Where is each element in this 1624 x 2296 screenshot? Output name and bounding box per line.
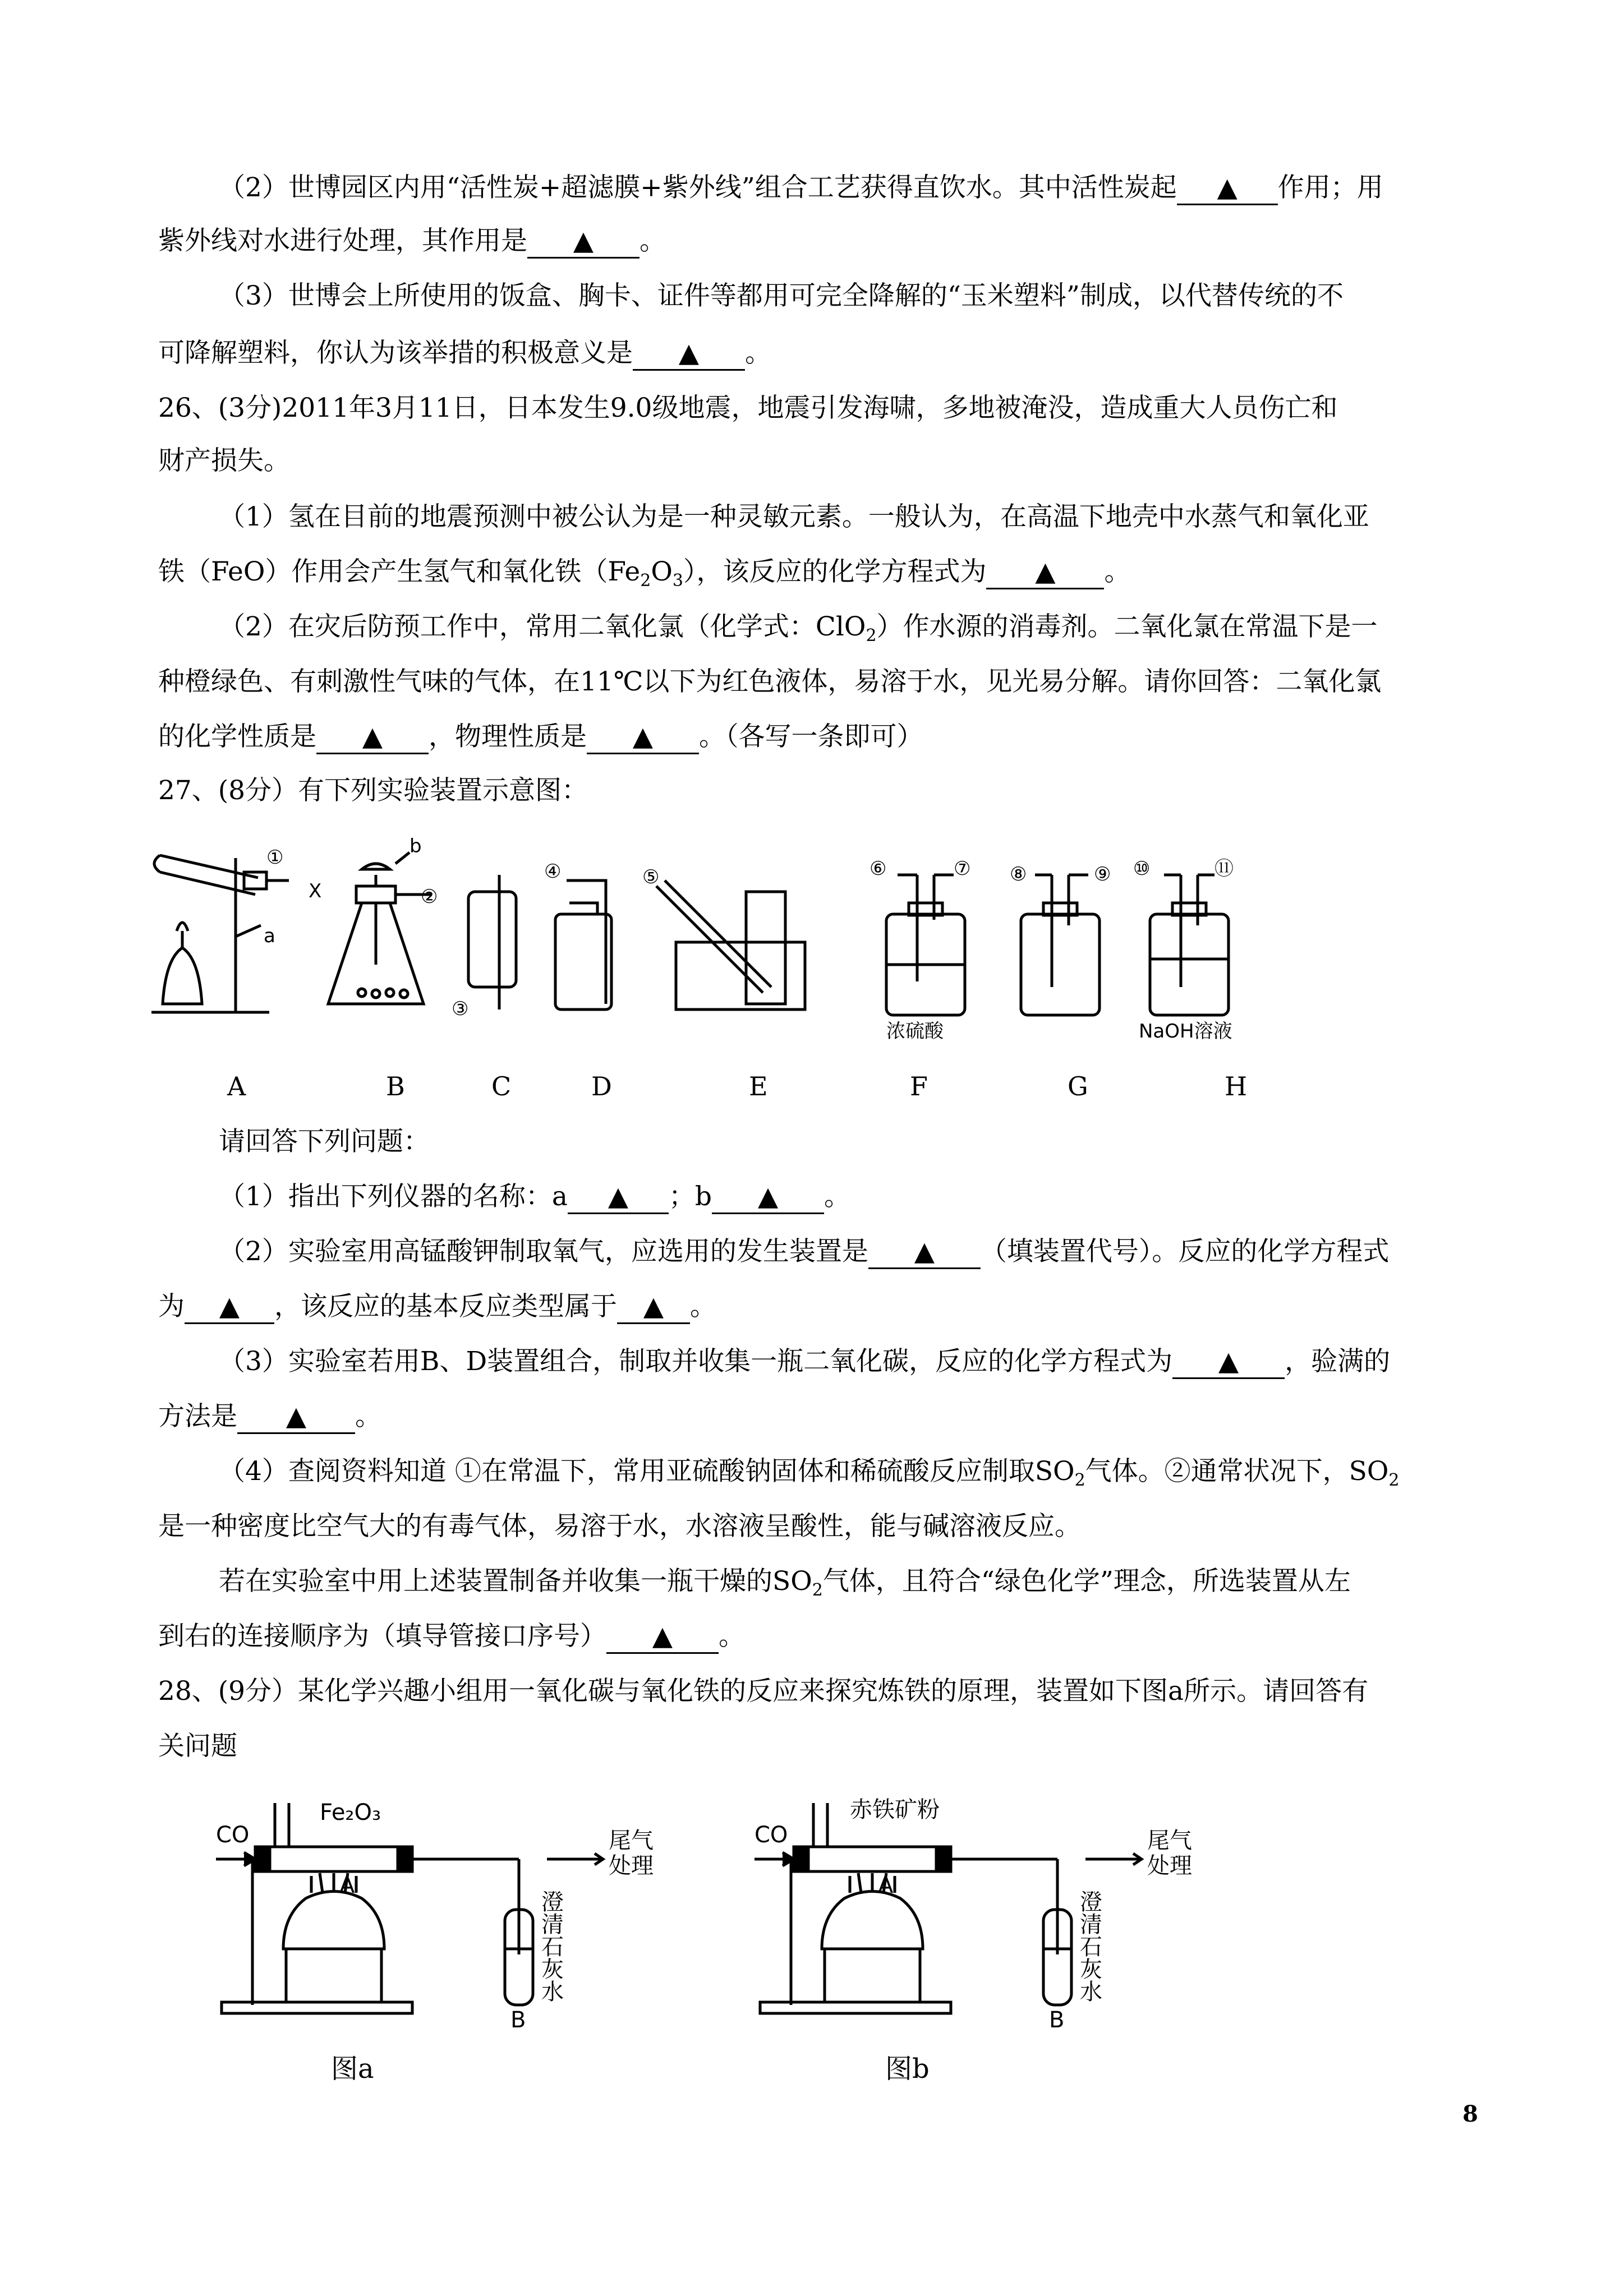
port-label: ④ [544,860,562,883]
q27-part3-line2: 方法是 ▲ 。 [158,1400,381,1434]
apparatus-label-c: C [491,1071,512,1101]
instrument-label-b: b [410,835,422,857]
answer-blank[interactable]: ▲ [527,225,640,259]
fig-b-lime-label: 澄 [1080,1889,1102,1915]
figure-a-caption: 图a [331,2053,374,2085]
instrument-label-x: X [309,880,322,902]
port-label: ⑩ [1133,857,1151,880]
apparatus-label-h: H [1225,1071,1248,1101]
reagent-label-h: NaOH溶液 [1139,1020,1232,1043]
answer-blank[interactable]: ▲ [712,1181,824,1214]
fig-b-lime-label: 水 [1080,1979,1102,2005]
fig-b-lime-label: 灰 [1080,1957,1102,1983]
q26-part2-line3: 的化学性质是 ▲ ，物理性质是 ▲ 。（各写一条即可） [158,720,923,754]
apparatus-c [468,875,516,1009]
fig-a-co-label: CO [216,1822,250,1848]
fig-a-lime-label: 清 [541,1912,564,1938]
q27-part1: （1）指出下列仪器的名称：a ▲ ；b ▲ 。 [219,1180,850,1214]
fig-a-lime-label: 灰 [541,1957,564,1983]
reagent-label-f: 浓硫酸 [886,1020,944,1043]
fig-a-lime-label: 石 [541,1934,564,1960]
fig-b-tail-label: 处理 [1147,1853,1192,1879]
apparatus-diagram [140,835,1374,1043]
apparatus-label-f: F [910,1071,928,1101]
instrument-label-a: a [264,925,275,947]
answer-blank[interactable]: ▲ [587,721,699,754]
apparatus-d [555,880,611,1009]
q26-stem-line2: 财产损失。 [158,445,290,476]
apparatus-h [1150,875,1229,1015]
q26-part1-line2: 铁（FeO）作用会产生氢气和氧化铁$(Fe_2O_3)$，该反应的化学方程式为 ▲ 。 [158,556,1131,591]
fig-b-co-label: CO [755,1822,788,1848]
fig-a-tail-label: 处理 [609,1853,654,1879]
q27-part2-line1: （2）实验室用高锰酸钾制取氧气，应选用的发生装置是 ▲ （填装置代号）。反应的化学方程式 [219,1235,1389,1269]
q27-part3-line1: （3）实验室若用B、D装置组合，制取并收集一瓶二氧化碳，反应的化学方程式为 ▲ ，验满的 [219,1345,1390,1379]
q27-part4-line1: （4）查阅资料知道 ①在常温下，常用亚硫酸钠固体和稀硫酸反应制取$SO_2$气体。②通常状况下，$SO_2$ [219,1456,1400,1490]
fig-b-tail-label: 尾气 [1147,1828,1192,1854]
port-label: ⑪ [1214,857,1234,880]
q26-stem-line1: 26、(3分)2011年3月11日，日本发生9.0级地震，地震引发海啸，多地被淹没，造成重大人员伤亡和 [158,393,1338,423]
q27-prompt: 请回答下列问题： [219,1126,430,1157]
fig-a-reagent-label: Fe₂O₃ [320,1800,381,1825]
figure-b-caption: 图b [885,2053,930,2085]
answer-blank[interactable]: ▲ [868,1236,981,1269]
figure-b [738,1781,1192,2033]
port-label: ① [266,846,284,869]
answer-blank[interactable]: ▲ [633,338,745,371]
q28-stem-line1: 28、(9分）某化学兴趣小组用一氧化碳与氧化铁的反应来探究炼铁的原理，装置如下图a所示。请回答有 [158,1676,1369,1707]
fig-b-reagent-label: 赤铁矿粉 [850,1797,940,1823]
fig-a-tube-label: A [339,1873,355,1898]
q27-part4-line2: 是一种密度比空气大的有毒气体，易溶于水，水溶液呈酸性，能与碱溶液反应。 [158,1511,1081,1542]
apparatus-e [656,880,805,1009]
answer-blank[interactable]: ▲ [316,721,429,754]
port-label: ⑨ [1094,863,1111,886]
page-number: 8 [1462,2101,1478,2127]
fig-b-lime-label: 清 [1080,1912,1102,1938]
port-label: ⑥ [869,857,887,880]
answer-blank[interactable]: ▲ [185,1291,274,1324]
q26-part2-line2: 种橙绿色、有刺激性气味的气体，在11℃以下为红色液体，易溶于水，见光易分解。请你回答：二氧化氯 [158,666,1382,697]
port-label: ② [421,886,438,908]
q27-part5-line2: 到右的连接顺序为（填导管接口序号） ▲ 。 [158,1620,745,1654]
q25-part3-line2: 可降解塑料，你认为该举措的积极意义是 ▲ 。 [158,336,771,371]
apparatus-label-a: A [227,1071,246,1101]
fig-b-b-label: B [1049,2007,1065,2033]
answer-blank[interactable]: ▲ [606,1621,719,1654]
answer-blank[interactable]: ▲ [1177,172,1278,205]
answer-blank[interactable]: ▲ [568,1181,669,1214]
q26-part1-line1: （1）氢在目前的地震预测中被公认为是一种灵敏元素。一般认为，在高温下地壳中水蒸气和氧化亚 [219,501,1369,532]
answer-blank[interactable]: ▲ [986,556,1104,589]
apparatus-label-e: E [749,1071,768,1101]
figure-a [199,1781,654,2033]
fig-a-b-label: B [510,2007,526,2033]
q26-part2-line1: （2）在灾后防预工作中，常用二氧化氯（化学式：ClO$_2$）作水源的消毒剂。二氧化氯在常温下是一 [219,611,1378,646]
port-label: ⑦ [954,857,971,880]
q25-part2-line2: 紫外线对水进行处理，其作用是 ▲ 。 [158,224,666,259]
q25-part3-line1: （3）世博会上所使用的饭盒、胸卡、证件等都用可完全降解的“玉米塑料”制成，以代替传统的不 [219,280,1344,311]
apparatus-label-g: G [1068,1071,1088,1101]
port-label: ⑤ [642,866,660,888]
q25-part2-line1: （2）世博园区内用“活性炭+超滤膜+紫外线”组合工艺获得直饮水。其中活性炭起 ▲ 作用；用 [219,171,1383,205]
apparatus-b [328,852,432,1004]
apparatus-label-b: B [386,1071,405,1101]
q27-part5-line1: 若在实验室中用上述装置制备并收集一瓶干燥的$SO_2$气体，且符合“绿色化学”理念，所选装置从左 [219,1566,1351,1600]
answer-blank[interactable]: ▲ [1172,1346,1285,1379]
apparatus-label-d: D [591,1071,612,1101]
fig-a-lime-label: 澄 [541,1889,564,1915]
q27-part2-line2: 为 ▲ ，该反应的基本反应类型属于 ▲ 。 [158,1290,716,1324]
q28-stem-line2: 关问题 [158,1731,237,1762]
fig-b-lime-label: 石 [1080,1934,1102,1960]
q27-title: 27、(8分）有下列实验装置示意图： [158,775,588,806]
apparatus-g [1021,875,1099,1015]
port-label: ③ [452,998,469,1020]
apparatus-f [886,875,965,1015]
answer-blank[interactable]: ▲ [237,1401,355,1434]
answer-blank[interactable]: ▲ [617,1291,690,1324]
fig-b-tube-label: A [878,1873,894,1898]
fig-a-tail-label: 尾气 [609,1828,654,1854]
port-label: ⑧ [1010,863,1027,886]
fig-a-lime-label: 水 [541,1979,564,2005]
